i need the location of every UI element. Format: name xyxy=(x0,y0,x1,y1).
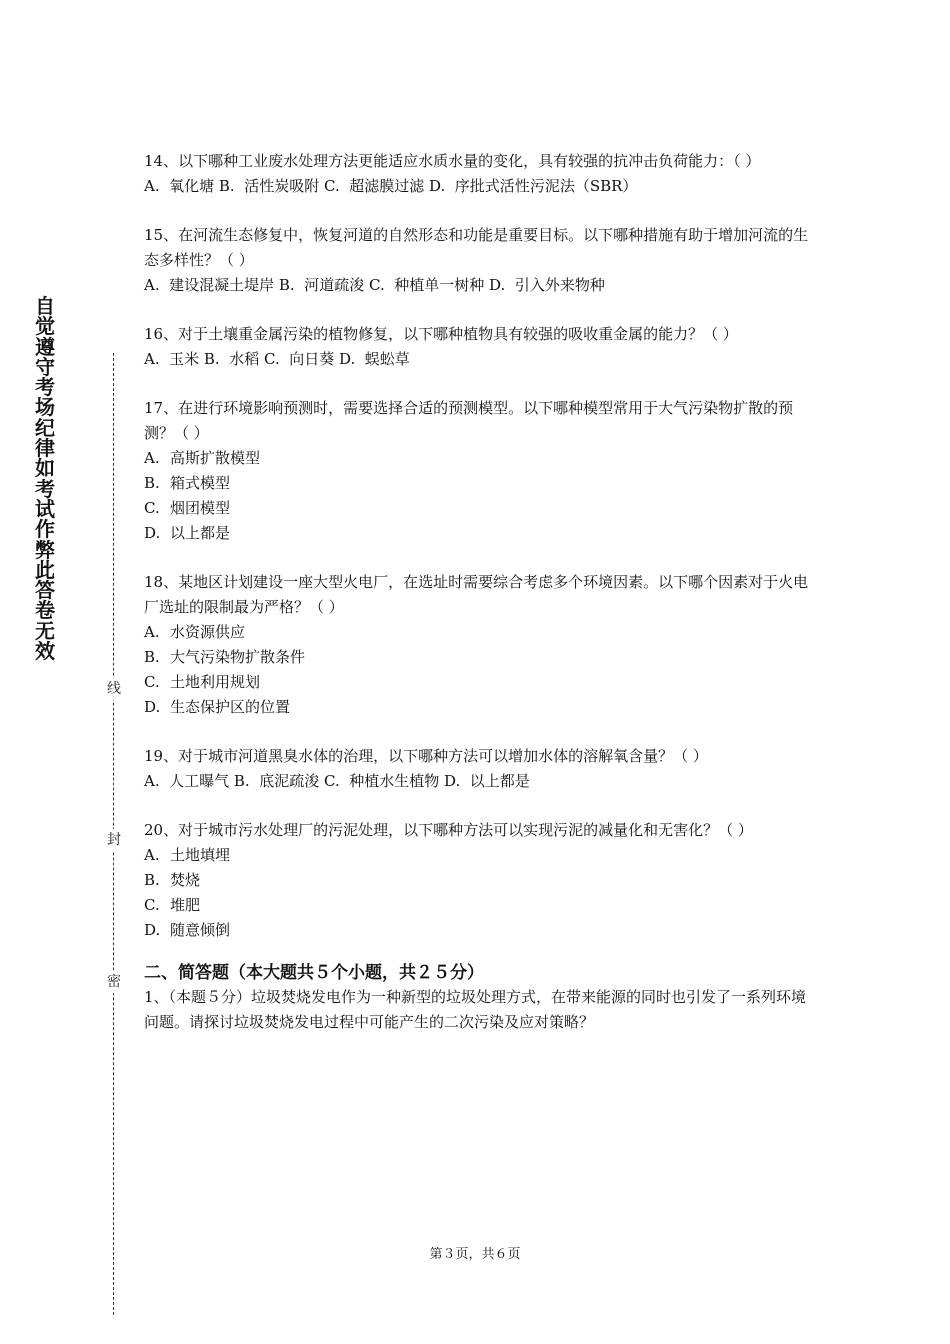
question-20 xyxy=(144,818,812,943)
line-label: 线 xyxy=(105,678,123,700)
seal-label: 封 xyxy=(105,829,123,851)
option-text: 烟团模型 xyxy=(170,499,231,517)
short-answer-question-1: 1、（本题５分）垃圾焚烧发电作为一种新型的垃圾处理方式，在带来能源的同时也引发了一系列环境问题。请探讨垃圾焚烧发电过程中可能产生的二次污染及应对策略？ xyxy=(144,988,807,1031)
question-options: A. 人工曝气 B. 底泥疏浚 C. 种植水生植物 D. 以上都是 xyxy=(144,772,530,790)
question-options: A. 建设混凝土堤岸 B. 河道疏浚 C. 种植单一树种 D. 引入外来物种 xyxy=(144,276,605,294)
question-text: 17、在进行环境影响预测时，需要选择合适的预测模型。以下哪种模型常用于大气污染物扩散的预测？（ ） xyxy=(144,399,794,442)
option-text: 堆肥 xyxy=(170,896,201,914)
option-text: 随意倾倒 xyxy=(170,921,231,939)
page-number: 第３页，共６页 xyxy=(429,1247,521,1262)
exam-discipline-notice: 自觉遵守考场纪律如考试作弊此答卷无效 xyxy=(35,294,55,664)
option-c xyxy=(144,670,812,695)
option-a xyxy=(144,843,812,868)
option-letter: A. xyxy=(144,846,160,864)
question-text: 18、某地区计划建设一座大型火电厂，在选址时需要综合考虑多个环境因素。以下哪个因素对于火电厂选址的限制最为严格？（ ） xyxy=(144,573,809,616)
option-b xyxy=(144,645,812,670)
question-19 xyxy=(144,744,812,794)
section-title-short-answer: 二、简答题（本大题共５个小题，共２５分） xyxy=(144,963,484,983)
option-d xyxy=(144,521,812,546)
option-d xyxy=(144,695,812,720)
secret-label: 密 xyxy=(105,971,123,993)
question-text: 16、对于土壤重金属污染的植物修复，以下哪种植物具有较强的吸收重金属的能力？（ ） xyxy=(144,325,738,343)
question-text: 20、对于城市污水处理厂的污泥处理，以下哪种方法可以实现污泥的减量化和无害化？（ ） xyxy=(144,821,753,839)
option-a xyxy=(144,620,812,645)
exam-content xyxy=(144,149,812,1035)
option-letter: B. xyxy=(144,474,160,492)
option-text: 土地填埋 xyxy=(170,846,231,864)
option-text: 以上都是 xyxy=(170,524,231,542)
option-letter: D. xyxy=(144,524,161,542)
option-letter: C. xyxy=(144,499,160,517)
option-text: 土地利用规划 xyxy=(170,673,261,691)
question-text: 14、以下哪种工业废水处理方法更能适应水质水量的变化，具有较强的抗冲击负荷能力：（ ） xyxy=(144,152,761,170)
question-15 xyxy=(144,223,812,298)
question-options: A. 玉米 B. 水稻 C. 向日葵 D. 蜈蚣草 xyxy=(144,350,410,368)
question-text: 15、在河流生态修复中，恢复河道的自然形态和功能是重要目标。以下哪种措施有助于增加河流的生态多样性？（ ） xyxy=(144,226,809,269)
option-text: 大气污染物扩散条件 xyxy=(170,648,306,666)
question-14 xyxy=(144,149,812,199)
option-text: 箱式模型 xyxy=(170,474,231,492)
option-text: 焚烧 xyxy=(170,871,201,889)
option-letter: D. xyxy=(144,921,161,939)
option-letter: C. xyxy=(144,673,160,691)
option-d xyxy=(144,918,812,943)
option-text: 高斯扩散模型 xyxy=(170,449,261,467)
option-b xyxy=(144,471,812,496)
question-options: A. 氧化塘 B. 活性炭吸附 C. 超滤膜过滤 D. 序批式活性污泥法（SBR） xyxy=(144,177,638,195)
option-letter: C. xyxy=(144,896,160,914)
option-a xyxy=(144,446,812,471)
option-text: 生态保护区的位置 xyxy=(170,698,291,716)
question-text: 19、对于城市河道黑臭水体的治理，以下哪种方法可以增加水体的溶解氧含量？（ ） xyxy=(144,747,708,765)
option-b xyxy=(144,868,812,893)
option-letter: A. xyxy=(144,623,160,641)
option-letter: B. xyxy=(144,648,160,666)
question-18 xyxy=(144,570,812,720)
option-letter: D. xyxy=(144,698,161,716)
question-16 xyxy=(144,322,812,372)
option-text: 水资源供应 xyxy=(170,623,246,641)
option-letter: B. xyxy=(144,871,160,889)
option-c xyxy=(144,893,812,918)
option-letter: A. xyxy=(144,449,160,467)
question-17 xyxy=(144,396,812,546)
option-c xyxy=(144,496,812,521)
